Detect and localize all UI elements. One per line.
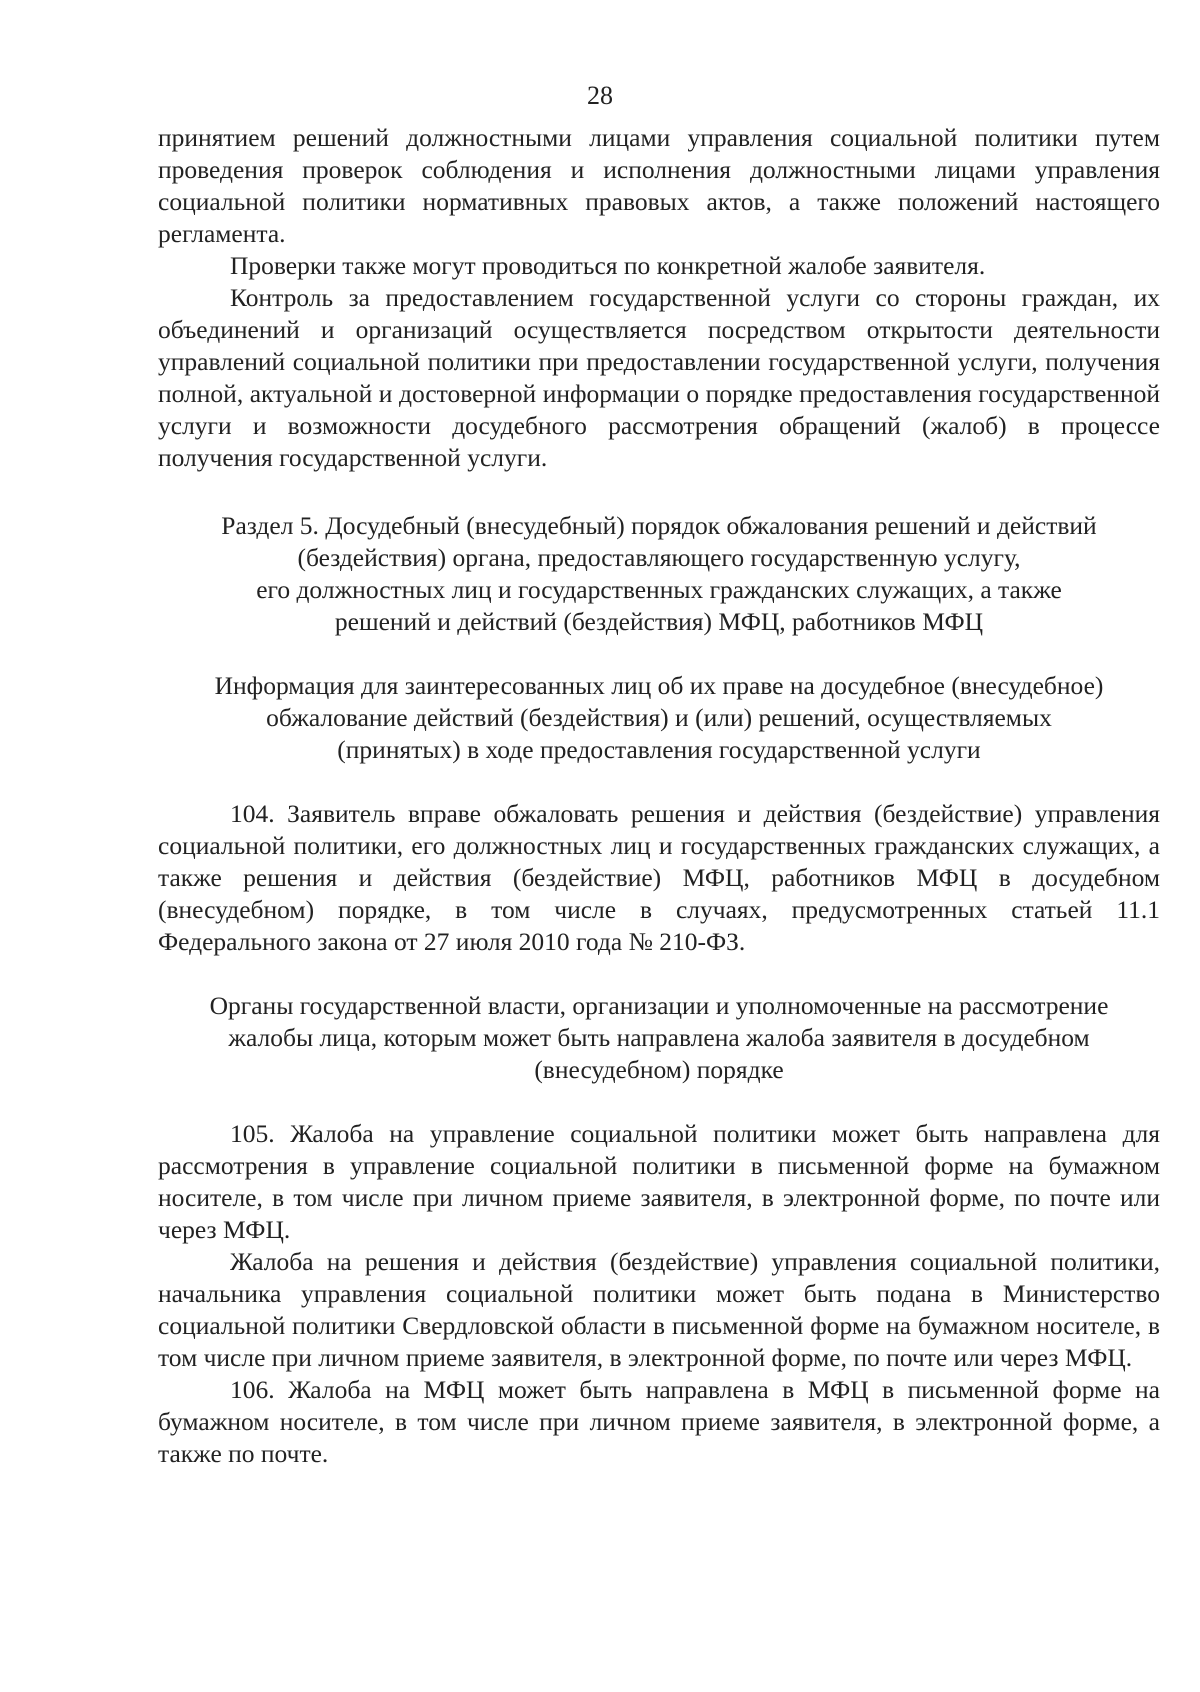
spacer [158,766,1160,798]
subheading-line: жалобы лица, которым может быть направлена жалоба заявителя в досудебном [228,1023,1090,1052]
section-heading-line: его должностных лиц и государственных гражданских служащих, а также [256,575,1062,604]
subheading-line: (внесудебном) порядке [534,1055,784,1084]
subheading-complaint-bodies [158,990,1160,1086]
document-body [158,122,1160,1470]
paragraph-104: 104. Заявитель вправе обжаловать решения и действия (бездействие) управления социальной политики, его должностных лиц и государственных гражданских служащих, а также решения и действия (бездействие) МФЦ, работников МФЦ в досудебном (внесудебном) порядке, в том числе в случаях, предусмотренных статьей 11.1 Федерального закона от 27 июля 2010 года № 210-ФЗ. [158,799,1160,956]
paragraph-ministry-complaint: Жалоба на решения и действия (бездействие) управления социальной политики, начальника управления социальной политики может быть подана в Министерство социальной политики Свердловской области в письменной форме на бумажном носителе, в том числе при личном приеме заявителя, в электронной форме, по почте или через МФЦ. [158,1247,1160,1372]
paragraph-106: 106. Жалоба на МФЦ может быть направлена в МФЦ в письменной форме на бумажном носителе, в том числе при личном приеме заявителя, в электронной форме, а также по почте. [158,1375,1160,1468]
paragraph-continuation: принятием решений должностными лицами управления социальной политики путем проведения проверок соблюдения и исполнения должностными лицами управления социальной политики нормативных правовых актов, а также положений настоящего регламента. [158,123,1160,248]
paragraph-inspections: Проверки также могут проводиться по конкретной жалобе заявителя. [230,251,986,280]
spacer [158,1086,1160,1118]
section-heading-line: решений и действий (бездействия) МФЦ, работников МФЦ [334,607,984,636]
paragraph-citizen-control: Контроль за предоставлением государственной услуги со стороны граждан, их объединений и организаций осуществляется посредством открытости деятельности управлений социальной политики при предоставлении государственной услуги, получения полной, актуальной и достоверной информации о порядке предоставления государственной услуги и возможности досудебного рассмотрения обращений (жалоб) в процессе получения государственной услуги. [158,283,1160,472]
subheading-line: (принятых) в ходе предоставления государственной услуги [337,735,981,764]
subheading-line: Информация для заинтересованных лиц об их праве на досудебное (внесудебное) [214,671,1104,700]
subheading-line: обжалование действий (бездействия) и (или) решений, осуществляемых [266,703,1052,732]
spacer [158,638,1160,670]
subheading-line: Органы государственной власти, организации и уполномоченные на рассмотрение [209,991,1109,1020]
section-heading [158,510,1160,638]
section-heading-line: (бездействия) органа, предоставляющего государственную услугу, [297,543,1021,572]
subheading-appeal-rights [158,670,1160,766]
paragraph-105: 105. Жалоба на управление социальной политики может быть направлена для рассмотрения в управление социальной политики в письменной форме на бумажном носителе, в том числе при личном приеме заявителя, в электронной форме, по почте или через МФЦ. [158,1119,1160,1244]
section-heading-line: Раздел 5. Досудебный (внесудебный) порядок обжалования решений и действий [221,511,1097,540]
page-number: 28 [587,81,613,110]
spacer [158,958,1160,990]
spacer [158,474,1160,510]
